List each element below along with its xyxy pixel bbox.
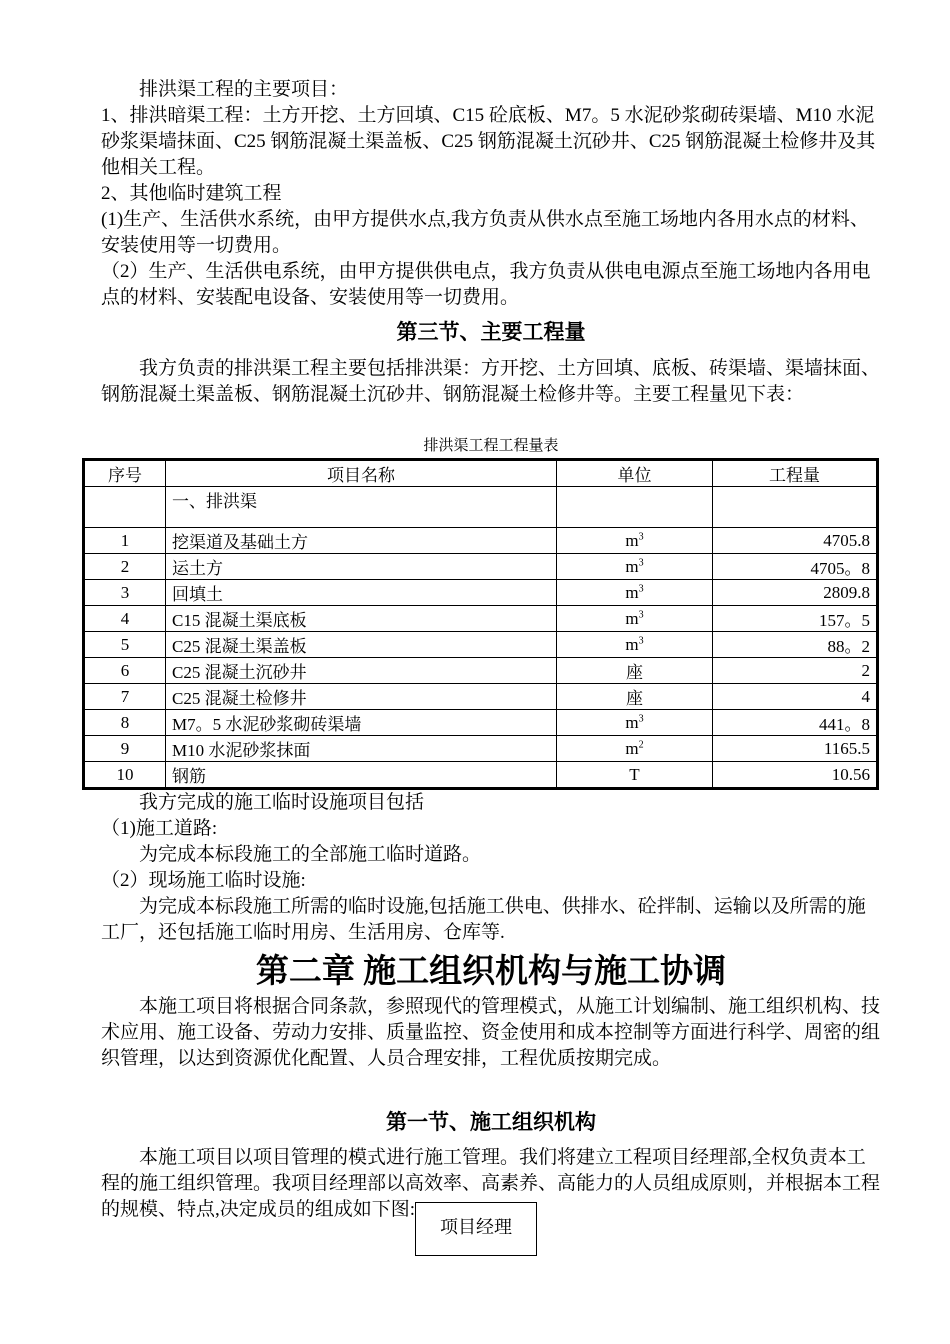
intro-item-2: 2、其他临时建筑工程 bbox=[101, 183, 282, 204]
section3-body bbox=[101, 356, 881, 408]
row-no: 8 bbox=[84, 710, 166, 736]
unit-exponent: 3 bbox=[638, 712, 644, 724]
unit-text: m bbox=[625, 530, 639, 550]
row-no: 6 bbox=[84, 658, 166, 684]
row-unit bbox=[557, 632, 713, 658]
table-cell bbox=[713, 487, 878, 528]
row-qty: 157。5 bbox=[713, 606, 878, 632]
table-caption: 排洪渠工程工程量表 bbox=[423, 438, 559, 454]
row-no: 3 bbox=[84, 580, 166, 606]
row-no: 5 bbox=[84, 632, 166, 658]
intro-item-2-2: （2）生产、生活供电系统，由甲方提供供电点，我方负责从供电电源点至施工场地内各用电点的材料、安装配电设备、安装使用等一切费用。 bbox=[101, 261, 871, 308]
table-row bbox=[84, 580, 878, 606]
unit-exponent: 3 bbox=[638, 556, 644, 568]
temp-item-2-desc: 为完成本标段施工所需的临时设施,包括施工供电、供排水、砼拌制、运输以及所需的施工厂，还包括施工临时用房、生活用房、仓库等. bbox=[101, 896, 866, 943]
unit-text: m bbox=[625, 712, 639, 732]
row-qty: 2 bbox=[713, 658, 878, 684]
unit-exponent: 3 bbox=[638, 530, 644, 542]
row-no: 10 bbox=[84, 762, 166, 789]
unit-exponent: 3 bbox=[638, 582, 644, 594]
temp-lead: 我方完成的施工临时设施项目包括 bbox=[139, 792, 425, 813]
row-name: C25 混凝土沉砂井 bbox=[166, 658, 557, 684]
header-unit: 单位 bbox=[557, 460, 713, 487]
temp-item-1: （1)施工道路: bbox=[101, 818, 218, 839]
table-row bbox=[84, 528, 878, 554]
temp-item-1-desc: 为完成本标段施工的全部施工临时道路。 bbox=[139, 844, 482, 865]
row-qty: 10.56 bbox=[713, 762, 878, 789]
row-name: 运土方 bbox=[166, 554, 557, 580]
unit-text: m bbox=[625, 634, 639, 654]
row-qty: 1165.5 bbox=[713, 736, 878, 762]
table-row bbox=[84, 736, 878, 762]
row-qty: 88。2 bbox=[713, 632, 878, 658]
row-unit bbox=[557, 736, 713, 762]
row-name: C25 混凝土渠盖板 bbox=[166, 632, 557, 658]
row-unit bbox=[557, 606, 713, 632]
table-header-row bbox=[84, 460, 878, 487]
table-cell bbox=[557, 487, 713, 528]
row-name: M7。5 水泥砂浆砌砖渠墙 bbox=[166, 710, 557, 736]
table-row bbox=[84, 554, 878, 580]
row-name: 挖渠道及基础土方 bbox=[166, 528, 557, 554]
unit-text: m bbox=[625, 556, 639, 576]
header-no: 序号 bbox=[84, 460, 166, 487]
row-no: 1 bbox=[84, 528, 166, 554]
intro-item-1: 1、排洪暗渠工程：土方开挖、土方回填、C15 砼底板、M7。5 水泥砂浆砌砖渠墙、M10 水泥砂浆渠墙抹面、C25 钢筋混凝土渠盖板、C25 钢筋混凝土沉砂井、C25 钢筋混凝土检修井及其他相关工程。 bbox=[101, 105, 876, 178]
unit-exponent: 3 bbox=[638, 608, 644, 620]
row-unit bbox=[557, 762, 713, 789]
quantity-table bbox=[82, 458, 879, 790]
row-unit bbox=[557, 658, 713, 684]
section-heading-organization: 第一节、施工组织机构 bbox=[386, 1110, 596, 1134]
row-qty: 2809.8 bbox=[713, 580, 878, 606]
chapter2-body bbox=[101, 994, 881, 1072]
intro-item-2-1: (1)生产、生活供水系统，由甲方提供水点,我方负责从供水点至施工场地内各用水点的材料、安装使用等一切费用。 bbox=[101, 209, 869, 256]
table-group-row bbox=[84, 487, 878, 528]
unit-text: m bbox=[625, 738, 639, 758]
row-unit bbox=[557, 554, 713, 580]
section3-paragraph: 我方负责的排洪渠工程主要包括排洪渠：方开挖、土方回填、底板、砖渠墙、渠墙抹面、钢筋混凝土渠盖板、钢筋混凝土沉砂井、钢筋混凝土检修井等。主要工程量见下表： bbox=[101, 358, 881, 405]
unit-text: T bbox=[629, 764, 640, 784]
row-name: C15 混凝土渠底板 bbox=[166, 606, 557, 632]
unit-text: 座 bbox=[626, 663, 643, 682]
row-name: C25 混凝土检修井 bbox=[166, 684, 557, 710]
org-chart-project-manager-box: 项目经理 bbox=[415, 1202, 537, 1256]
unit-text: m bbox=[625, 608, 639, 628]
table-cell bbox=[84, 487, 166, 528]
row-no: 7 bbox=[84, 684, 166, 710]
temp-facilities-section bbox=[101, 790, 881, 946]
section1-paragraph: 本施工项目以项目管理的模式进行施工管理。我们将建立工程项目经理部,全权负责本工程的施工组织管理。我项目经理部以高效率、高素养、高能力的人员组成原则，并根据本工程的规模、特点,决定成员的组成如下图: bbox=[101, 1147, 881, 1220]
row-qty: 4705。8 bbox=[713, 554, 878, 580]
row-no: 4 bbox=[84, 606, 166, 632]
row-unit bbox=[557, 710, 713, 736]
row-name: M10 水泥砂浆抹面 bbox=[166, 736, 557, 762]
table-row bbox=[84, 710, 878, 736]
row-no: 9 bbox=[84, 736, 166, 762]
temp-item-2: （2）现场施工临时设施: bbox=[101, 870, 306, 891]
chapter2-paragraph: 本施工项目将根据合同条款，参照现代的管理模式，从施工计划编制、施工组织机构、技术应用、施工设备、劳动力安排、质量监控、资金使用和成本控制等方面进行科学、周密的组织管理，以达到资源优化配置、人员合理安排，工程优质按期完成。 bbox=[101, 996, 881, 1069]
table-row bbox=[84, 632, 878, 658]
row-no: 2 bbox=[84, 554, 166, 580]
group-label: 一、排洪渠 bbox=[166, 487, 557, 528]
row-unit bbox=[557, 684, 713, 710]
row-name: 钢筋 bbox=[166, 762, 557, 789]
unit-exponent: 3 bbox=[638, 634, 644, 646]
header-qty: 工程量 bbox=[713, 460, 878, 487]
row-qty: 441。8 bbox=[713, 710, 878, 736]
intro-lead: 排洪渠工程的主要项目： bbox=[139, 79, 349, 100]
unit-exponent: 2 bbox=[638, 738, 644, 750]
section-heading-main-quantities: 第三节、主要工程量 bbox=[396, 320, 586, 344]
table-row bbox=[84, 606, 878, 632]
row-qty: 4 bbox=[713, 684, 878, 710]
unit-text: 座 bbox=[626, 689, 643, 708]
row-unit bbox=[557, 580, 713, 606]
header-name: 项目名称 bbox=[166, 460, 557, 487]
chapter-heading: 第二章 施工组织机构与施工协调 bbox=[255, 954, 727, 990]
row-unit bbox=[557, 528, 713, 554]
table-row bbox=[84, 762, 878, 789]
table-row bbox=[84, 658, 878, 684]
unit-text: m bbox=[625, 582, 639, 602]
row-qty: 4705.8 bbox=[713, 528, 878, 554]
table-row bbox=[84, 684, 878, 710]
intro-section bbox=[101, 77, 881, 311]
row-name: 回填土 bbox=[166, 580, 557, 606]
